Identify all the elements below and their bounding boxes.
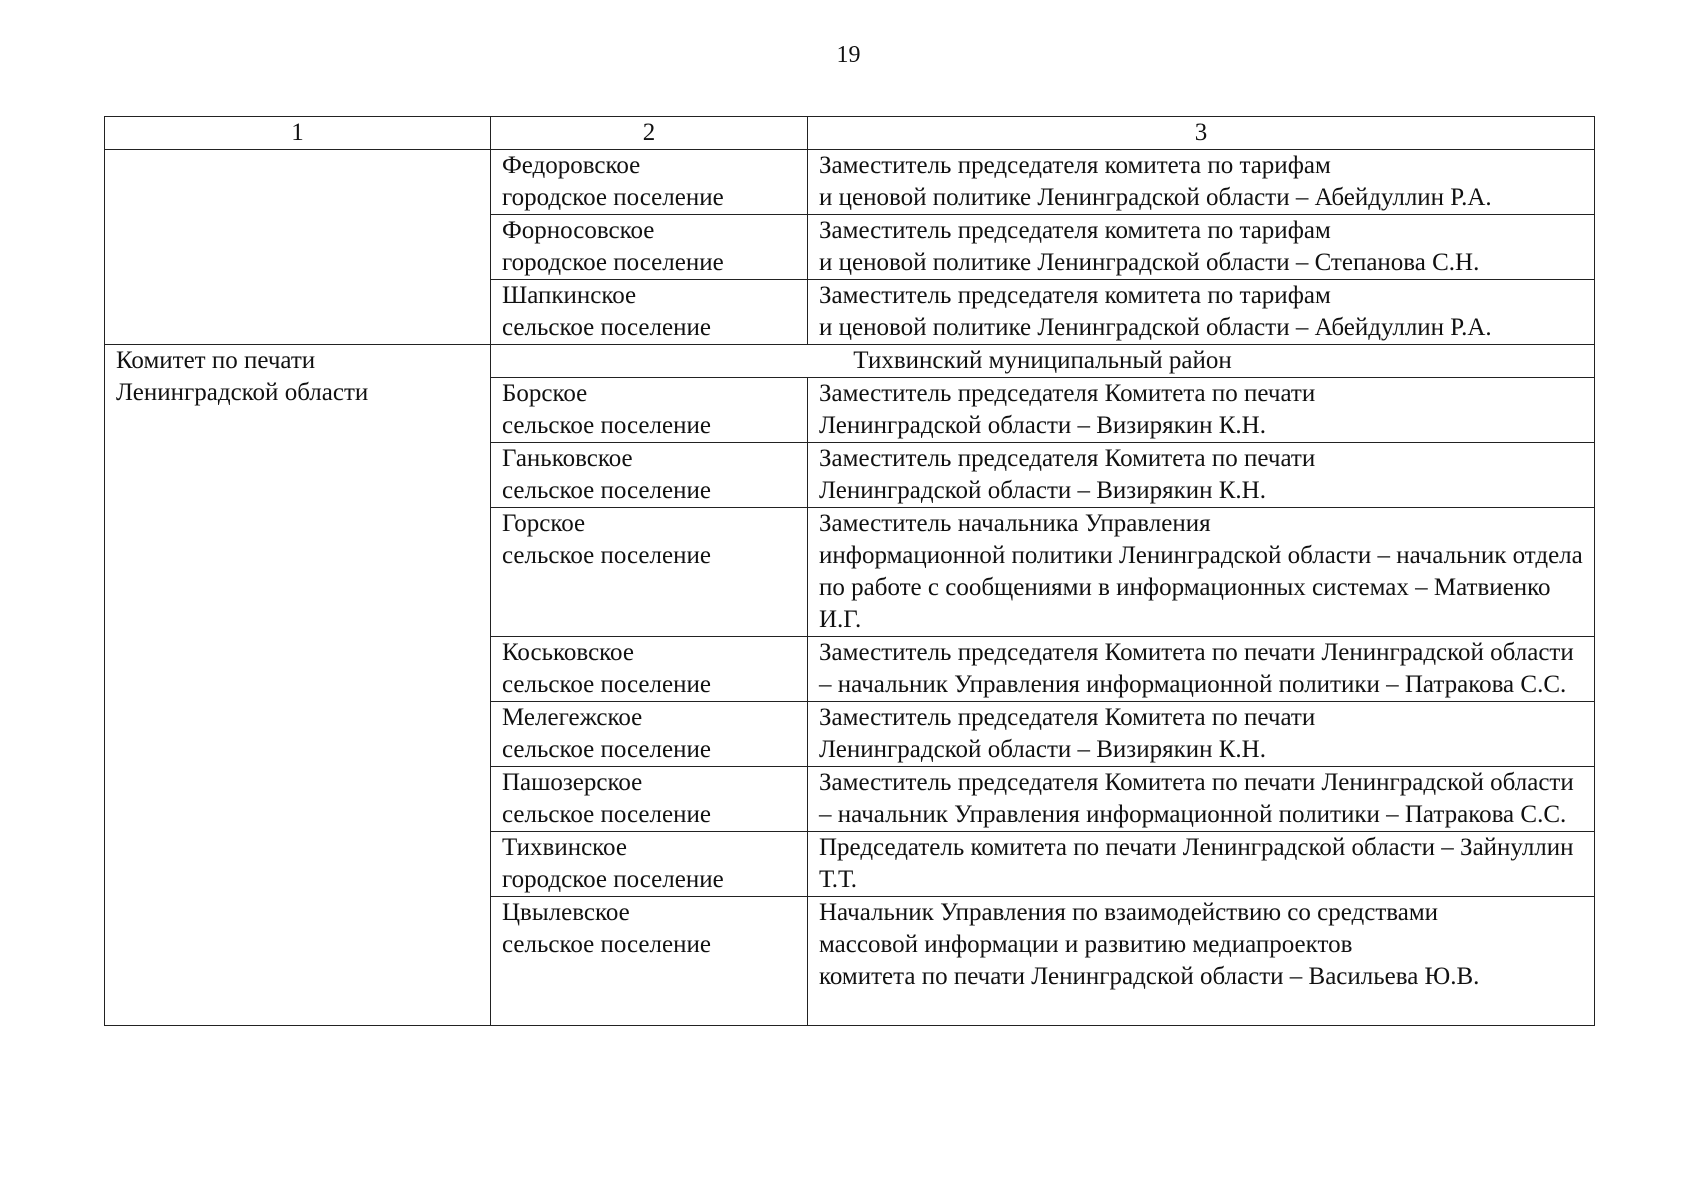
committee-cell: Комитет по печати Ленинградской области (105, 345, 491, 1026)
settlement-cell: Федоровское городское поселение (491, 150, 808, 215)
responsibility-table (104, 116, 1595, 1026)
responsible-cell: Заместитель председателя комитета по тарифам и ценовой политике Ленинградской области – Степанова С.Н. (808, 215, 1595, 280)
responsible-cell: Заместитель председателя Комитета по печати Ленинградской области – начальник Управления информационной политики – Патракова С.С. (808, 637, 1595, 702)
responsible-cell: Заместитель председателя Комитета по печати Ленинградской области – Визирякин К.Н. (808, 443, 1595, 508)
table-row (105, 150, 1595, 215)
responsible-cell: Заместитель председателя комитета по тарифам и ценовой политике Ленинградской области – Абейдуллин Р.А. (808, 280, 1595, 345)
settlement-cell: Борское сельское поселение (491, 378, 808, 443)
page-number: 19 (836, 42, 861, 68)
responsible-cell: Начальник Управления по взаимодействию со средствами массовой информации и развитию медиапроектов комитета по печати Ленинградской области – Васильева Ю.В. (808, 897, 1595, 1026)
column-header-1: 1 (105, 117, 491, 150)
responsible-cell: Заместитель начальника Управления информационной политики Ленинградской области – начальник отдела по работе с сообщениями в информационных системах – Матвиенко И.Г. (808, 508, 1595, 637)
column-header-3: 3 (808, 117, 1595, 150)
column-header-2: 2 (491, 117, 808, 150)
settlement-cell: Тихвинское городское поселение (491, 832, 808, 897)
district-row (105, 345, 1595, 378)
responsible-cell: Заместитель председателя Комитета по печати Ленинградской области – Визирякин К.Н. (808, 378, 1595, 443)
responsible-cell: Заместитель председателя комитета по тарифам и ценовой политике Ленинградской области – Абейдуллин Р.А. (808, 150, 1595, 215)
settlement-cell: Мелегежское сельское поселение (491, 702, 808, 767)
responsible-cell: Заместитель председателя Комитета по печати Ленинградской области – Визирякин К.Н. (808, 702, 1595, 767)
settlement-cell: Ганьковское сельское поселение (491, 443, 808, 508)
responsible-cell: Заместитель председателя Комитета по печати Ленинградской области – начальник Управления информационной политики – Патракова С.С. (808, 767, 1595, 832)
settlement-cell: Шапкинское сельское поселение (491, 280, 808, 345)
settlement-cell: Коськовское сельское поселение (491, 637, 808, 702)
settlement-cell: Цвылевское сельское поселение (491, 897, 808, 1026)
district-heading: Тихвинский муниципальный район (491, 345, 1595, 378)
settlement-cell: Форносовское городское поселение (491, 215, 808, 280)
column-number-row (105, 117, 1595, 150)
settlement-cell: Горское сельское поселение (491, 508, 808, 637)
responsible-cell: Председатель комитета по печати Ленинградской области – Зайнуллин Т.Т. (808, 832, 1595, 897)
settlement-cell: Пашозерское сельское поселение (491, 767, 808, 832)
committee-cell-continued (105, 150, 491, 345)
